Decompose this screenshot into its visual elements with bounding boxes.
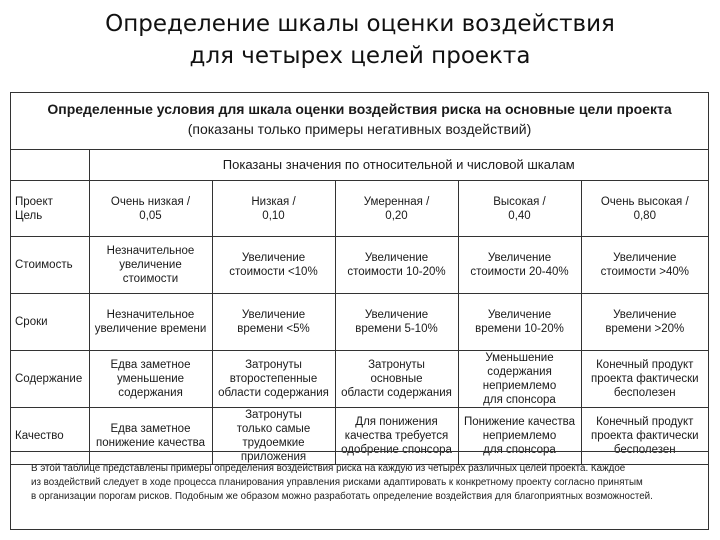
impact-cell-line: Конечный продукт xyxy=(596,359,694,371)
impact-cell-line: стоимости xyxy=(122,273,179,285)
impact-scale-table xyxy=(11,150,708,465)
table-heading-sub: (показаны только примеры негативных воздействий) xyxy=(187,121,532,137)
impact-cell xyxy=(335,351,458,408)
impact-cell xyxy=(458,237,581,294)
scale-level-name: Очень высокая / xyxy=(600,195,689,208)
impact-cell-line: Незначительное xyxy=(106,245,195,257)
impact-cell xyxy=(335,294,458,351)
scale-level-value: 0,40 xyxy=(508,209,531,222)
impact-cell-line: уменьшение xyxy=(116,373,185,385)
impact-cell-line: второстепенные xyxy=(229,373,318,385)
goal-row xyxy=(11,294,708,351)
impact-cell-line: Увеличение xyxy=(613,309,677,321)
impact-cell-line: Увеличение xyxy=(241,252,306,264)
impact-cell-line: Незначительное xyxy=(106,309,195,321)
impact-cell xyxy=(212,237,335,294)
scales-caption-row xyxy=(11,150,708,181)
impact-cell xyxy=(581,294,708,351)
impact-cell-line: для спонсора xyxy=(483,444,556,456)
goal-name: Содержание xyxy=(11,351,89,408)
impact-cell xyxy=(458,351,581,408)
scale-level-value: 0,80 xyxy=(633,209,656,222)
impact-cell-line: стоимости >40% xyxy=(600,266,689,278)
slide-title xyxy=(0,8,720,72)
impact-cell-line: времени >20% xyxy=(605,323,685,335)
impact-cell-line: времени <5% xyxy=(237,323,310,335)
impact-cell-line: Едва заметное xyxy=(110,359,191,371)
impact-cell-line: Едва заметное xyxy=(110,423,191,435)
impact-cell-line: качества требуется xyxy=(344,430,449,442)
goal-name: Стоимость xyxy=(11,237,89,294)
impact-cell-line: Увеличение xyxy=(487,252,552,264)
impact-cell xyxy=(212,294,335,351)
impact-cell-line: Затронуты xyxy=(368,359,425,371)
scale-level-name: Высокая / xyxy=(493,195,546,208)
impact-cell-line: проекта фактически xyxy=(590,430,699,442)
impact-scale-table-frame xyxy=(10,92,709,530)
impact-cell-line: Уменьшение xyxy=(485,352,554,364)
impact-cell-line: стоимости 10-20% xyxy=(347,266,446,278)
impact-cell xyxy=(581,351,708,408)
impact-cell-line: стоимости 20-40% xyxy=(470,266,569,278)
impact-cell xyxy=(335,237,458,294)
impact-cell-line: Увеличение xyxy=(241,309,306,321)
impact-cell-line: только самые xyxy=(236,423,311,435)
impact-cell-line: Увеличение xyxy=(613,252,677,264)
impact-cell-line: бесполезен xyxy=(613,387,676,399)
scale-level-value: 0,20 xyxy=(385,209,408,222)
impact-cell xyxy=(89,351,212,408)
table-notes xyxy=(11,451,708,529)
impact-cell-line: Увеличение xyxy=(364,309,429,321)
goal-row xyxy=(11,237,708,294)
impact-cell-line: для спонсора xyxy=(483,394,556,406)
scale-level-value: 0,05 xyxy=(139,209,162,222)
impact-cell-line: Конечный продукт xyxy=(596,416,694,428)
scale-header-cell xyxy=(581,181,708,237)
goal-name: Сроки xyxy=(11,294,89,351)
impact-cell-line: бесполезен xyxy=(613,444,676,456)
slide-title-line-1: Определение шкалы оценки воздействия xyxy=(105,11,615,37)
impact-cell xyxy=(89,237,212,294)
impact-cell-line: Затронуты xyxy=(245,359,302,371)
impact-cell-line: Увеличение xyxy=(364,252,429,264)
scales-caption: Показаны значения по относительной и числовой шкалам xyxy=(89,150,708,181)
corner-project-label: Проект xyxy=(15,195,53,208)
impact-cell-line: содержания xyxy=(487,366,552,378)
impact-cell-line: содержания xyxy=(118,387,183,399)
impact-cell-line: времени 5-10% xyxy=(355,323,438,335)
impact-cell-line: области содержания xyxy=(218,387,329,399)
corner-goal-label: Цель xyxy=(15,209,43,222)
scale-level-name: Очень низкая / xyxy=(110,195,191,208)
impact-cell-line: трудоемкие приложения xyxy=(240,437,307,463)
impact-cell-line: неприемлемо xyxy=(482,430,557,442)
scale-level-name: Умеренная / xyxy=(363,195,430,208)
goal-name: Качество xyxy=(11,408,89,465)
impact-cell xyxy=(581,237,708,294)
impact-cell-line: одобрение спонсора xyxy=(341,444,452,456)
table-heading-main: Определенные условия для шкала оценки воздействия риска на основные цели проекта xyxy=(47,101,672,117)
table-heading xyxy=(11,93,708,150)
scale-header-cell xyxy=(335,181,458,237)
impact-cell xyxy=(89,294,212,351)
scale-header-row xyxy=(11,181,708,237)
impact-cell-line: основные xyxy=(370,373,423,385)
impact-cell-line: Для понижения xyxy=(355,416,438,428)
scale-header-cell xyxy=(458,181,581,237)
impact-cell-line: стоимости <10% xyxy=(229,266,318,278)
impact-cell-line: времени 10-20% xyxy=(475,323,564,335)
scale-header-cell xyxy=(89,181,212,237)
scale-header-cell xyxy=(212,181,335,237)
scale-level-name: Низкая / xyxy=(251,195,296,208)
impact-cell-line: области содержания xyxy=(341,387,452,399)
goal-row xyxy=(11,351,708,408)
impact-cell-line: Увеличение xyxy=(487,309,552,321)
scale-level-value: 0,10 xyxy=(262,209,285,222)
impact-cell-line: Затронуты xyxy=(245,409,302,421)
impact-cell-line: увеличение xyxy=(119,259,182,271)
impact-cell-line: понижение качества xyxy=(95,437,206,449)
impact-cell-line: Понижение качества xyxy=(463,416,576,428)
corner-blank-cell xyxy=(11,150,89,181)
note-line: из воздействий следует в ходе процесса планирования управления рисками адаптировать к конкретному проекту согласно принятым xyxy=(31,477,643,488)
impact-cell-line: увеличение времени xyxy=(94,323,207,335)
note-line: в организации порогам рисков. Подобным же образом можно разработать определение воздействия для благоприятных возможностей. xyxy=(31,491,653,502)
note-line: В этой таблице представлены примеры определения воздействия риска на каждую из четырех различных целей проекта. Каждое xyxy=(31,463,626,474)
slide-title-line-2: для четырех целей проекта xyxy=(189,43,531,69)
impact-cell-line: неприемлемо xyxy=(482,380,557,392)
impact-cell xyxy=(458,294,581,351)
corner-cell xyxy=(11,181,89,237)
impact-cell-line: проекта фактически xyxy=(590,373,699,385)
impact-cell xyxy=(212,351,335,408)
